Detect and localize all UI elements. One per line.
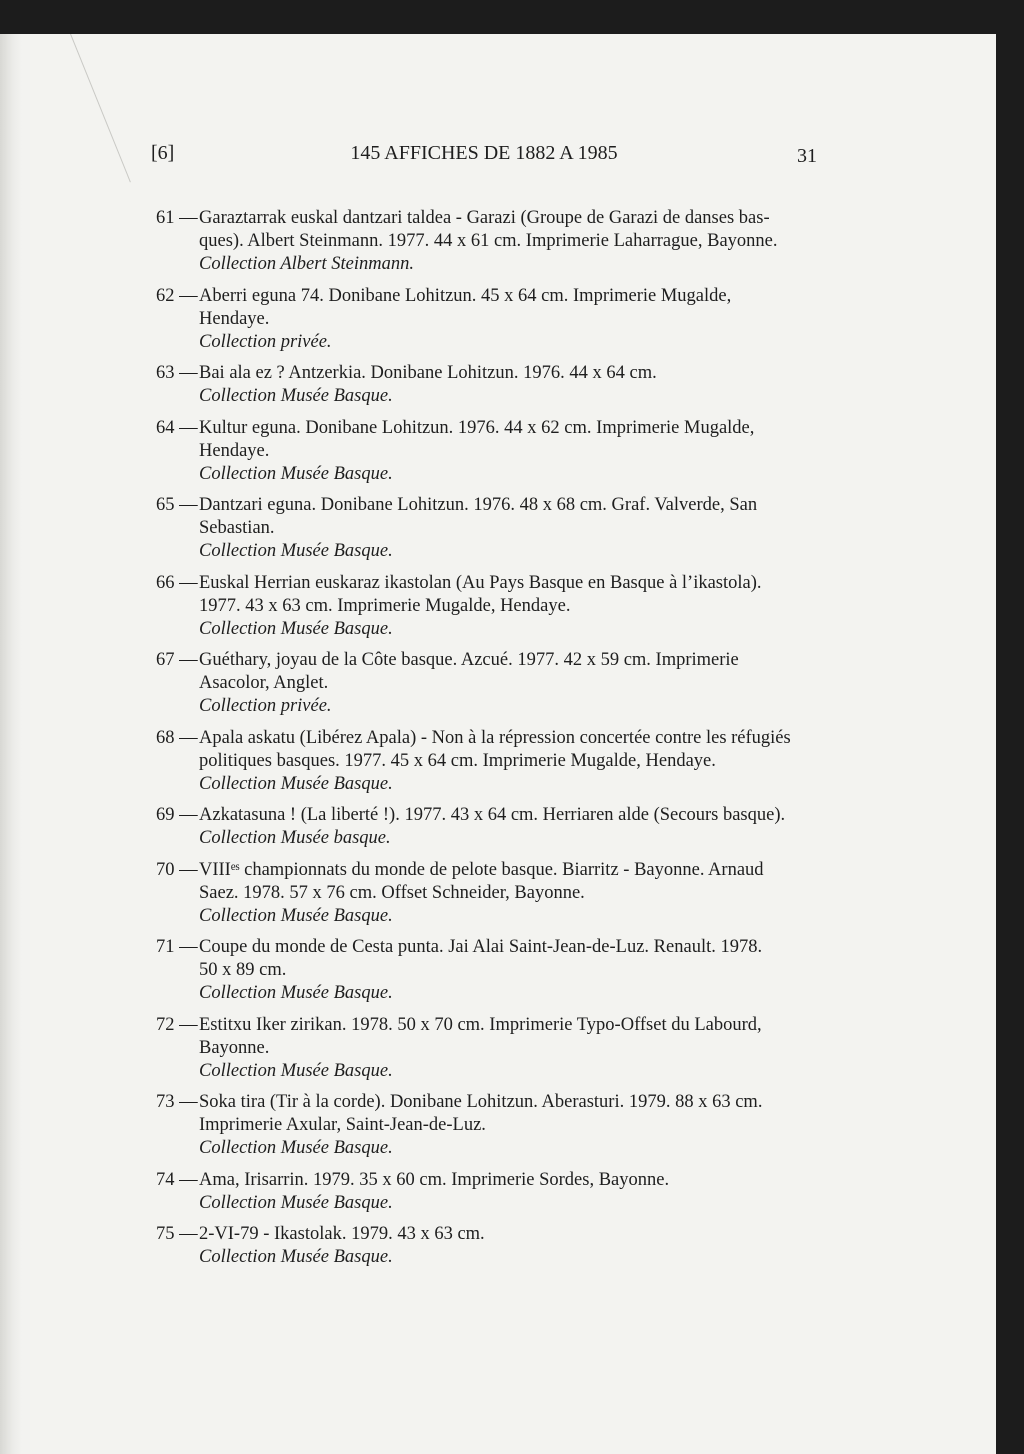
entry-number: 68 — [156, 727, 198, 748]
entry-number: 75 — [156, 1224, 198, 1244]
entry-body [199, 727, 822, 796]
entry-line: Asacolor, Anglet. [199, 673, 329, 693]
section-marker: [6] [151, 142, 175, 164]
entry-body [199, 494, 822, 563]
entry-number: 67 — [156, 650, 198, 670]
entry-line: Garaztarrak euskal dantzari taldea - Garazi (Groupe de Garazi de danses bas- [199, 208, 770, 228]
catalogue-entry-73 [156, 1091, 822, 1160]
entry-line: Kultur eguna. Donibane Lohitzun. 1976. 44 x 62 cm. Imprimerie Mugalde, [199, 417, 755, 438]
entry-number: 73 — [156, 1092, 198, 1112]
page-number: 31 [797, 145, 817, 167]
entry-body [199, 804, 822, 850]
entry-body [199, 572, 822, 641]
entry-collection: Collection Musée Basque. [199, 463, 393, 484]
entry-collection: Collection Musée Basque. [199, 386, 393, 406]
entry-body [199, 207, 822, 276]
entry-collection: Collection Musée Basque. [199, 1138, 393, 1158]
entry-number: 71 — [156, 937, 198, 957]
catalogue-entry-68 [156, 727, 822, 796]
entry-line: Apala askatu (Libérez Apala) - Non à la répression concertée contre les réfugiés [199, 727, 791, 748]
entry-line: Estitxu Iker zirikan. 1978. 50 x 70 cm. Imprimerie Typo-Offset du Labourd, [199, 1014, 762, 1035]
entry-line: Bai ala ez ? Antzerkia. Donibane Lohitzun. 1976. 44 x 64 cm. [199, 363, 657, 383]
entry-number: 62 — [156, 285, 198, 306]
catalogue-entry-74 [156, 1169, 822, 1215]
entry-collection: Collection Musée Basque. [199, 983, 393, 1003]
binding-shadow [0, 34, 22, 1454]
entry-collection: Collection Albert Steinmann. [199, 254, 414, 274]
entry-line: Soka tira (Tir à la corde). Donibane Lohitzun. Aberasturi. 1979. 88 x 63 cm. [199, 1092, 763, 1112]
entry-line: Hendaye. [199, 440, 270, 461]
entry-collection: Collection privée. [199, 696, 332, 716]
entry-number: 64 — [156, 417, 198, 438]
catalogue-entry-66 [156, 572, 822, 641]
entry-body [199, 859, 822, 928]
entry-line: Hendaye. [199, 308, 270, 329]
entry-line: Azkatasuna ! (La liberté !). 1977. 43 x 64 cm. Herriaren alde (Secours basque). [199, 805, 786, 825]
catalogue-entry-64 [156, 417, 822, 486]
entry-number: 70 — [156, 859, 198, 880]
entry-number: 65 — [156, 495, 198, 515]
entry-line: Imprimerie Axular, Saint-Jean-de-Luz. [199, 1115, 486, 1135]
entry-body [199, 285, 822, 354]
entry-body [199, 1169, 822, 1215]
entry-number: 61 — [156, 208, 198, 228]
entry-collection: Collection Musée basque. [199, 828, 391, 848]
catalogue-entry-65 [156, 494, 822, 563]
entry-line: Euskal Herrian euskaraz ikastolan (Au Pays Basque en Basque à l’ikastola). [199, 572, 762, 593]
entry-line: 50 x 89 cm. [199, 960, 287, 980]
entry-collection: Collection privée. [199, 331, 332, 352]
entry-collection: Collection Musée Basque. [199, 1060, 393, 1081]
entry-line: Coupe du monde de Cesta punta. Jai Alai Saint-Jean-de-Luz. Renault. 1978. [199, 937, 763, 957]
entry-body [199, 417, 822, 486]
poster-catalogue-list [156, 207, 822, 1278]
entry-line: ques). Albert Steinmann. 1977. 44 x 61 cm. Imprimerie Laharrague, Bayonne. [199, 231, 778, 251]
entry-collection: Collection Musée Basque. [199, 541, 393, 561]
entry-line: VIIIᵉˢ championnats du monde de pelote basque. Biarritz - Bayonne. Arnaud [199, 859, 764, 880]
running-header [151, 142, 817, 172]
catalogue-entry-71 [156, 936, 822, 1005]
entry-number: 69 — [156, 805, 198, 825]
catalogue-entry-62 [156, 285, 822, 354]
entry-line: 2-VI-79 - Ikastolak. 1979. 43 x 63 cm. [199, 1224, 485, 1244]
page-fold-mark [70, 34, 131, 182]
entry-line: Ama, Irisarrin. 1979. 35 x 60 cm. Imprimerie Sordes, Bayonne. [199, 1169, 670, 1190]
entry-collection: Collection Musée Basque. [199, 1247, 393, 1267]
document-page [0, 34, 996, 1454]
entry-number: 74 — [156, 1169, 198, 1190]
entry-line: Saez. 1978. 57 x 76 cm. Offset Schneider, Bayonne. [199, 882, 585, 903]
entry-number: 72 — [156, 1014, 198, 1035]
entry-body [199, 1223, 822, 1269]
entry-body [199, 362, 822, 408]
catalogue-entry-63 [156, 362, 822, 408]
entry-line: politiques basques. 1977. 45 x 64 cm. Imprimerie Mugalde, Hendaye. [199, 750, 716, 771]
entry-line: Dantzari eguna. Donibane Lohitzun. 1976. 48 x 68 cm. Graf. Valverde, San [199, 495, 758, 515]
entry-number: 66 — [156, 572, 198, 593]
entry-line: Bayonne. [199, 1037, 270, 1058]
entry-body [199, 936, 822, 1005]
entry-line: 1977. 43 x 63 cm. Imprimerie Mugalde, Hendaye. [199, 595, 571, 616]
entry-collection: Collection Musée Basque. [199, 1192, 393, 1213]
page-title: 145 AFFICHES DE 1882 A 1985 [350, 142, 618, 164]
catalogue-entry-72 [156, 1014, 822, 1083]
entry-collection: Collection Musée Basque. [199, 773, 393, 794]
entry-line: Guéthary, joyau de la Côte basque. Azcué. 1977. 42 x 59 cm. Imprimerie [199, 650, 739, 670]
catalogue-entry-70 [156, 859, 822, 928]
catalogue-entry-69 [156, 804, 822, 850]
entry-body [199, 1091, 822, 1160]
entry-collection: Collection Musée Basque. [199, 618, 393, 639]
catalogue-entry-67 [156, 649, 822, 718]
entry-line: Sebastian. [199, 518, 275, 538]
catalogue-entry-75 [156, 1223, 822, 1269]
entry-body [199, 1014, 822, 1083]
entry-number: 63 — [156, 363, 198, 383]
entry-collection: Collection Musée Basque. [199, 905, 393, 926]
entry-body [199, 649, 822, 718]
catalogue-entry-61 [156, 207, 822, 276]
entry-line: Aberri eguna 74. Donibane Lohitzun. 45 x 64 cm. Imprimerie Mugalde, [199, 285, 732, 306]
